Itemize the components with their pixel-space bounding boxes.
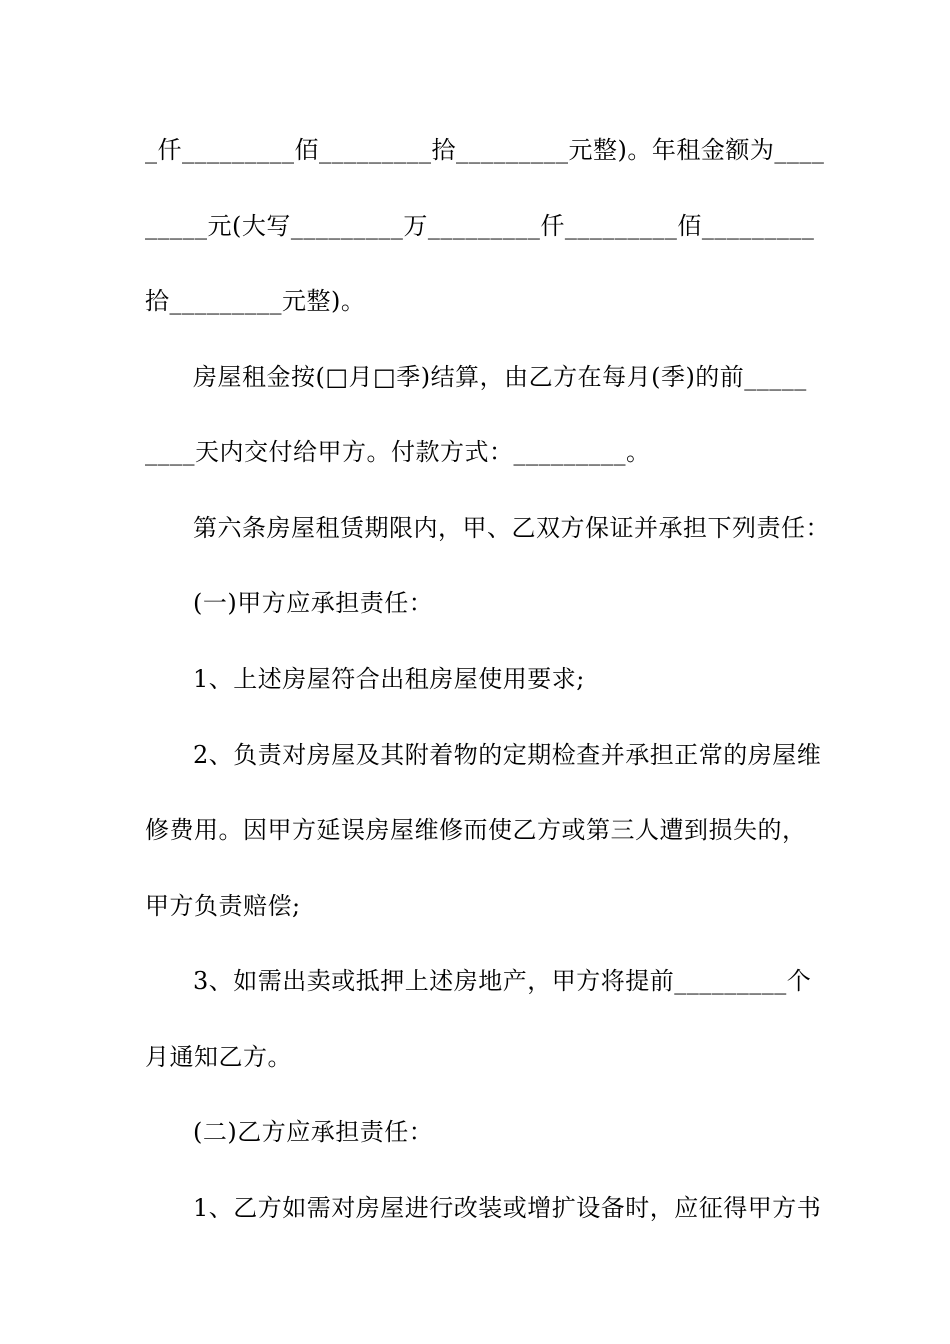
text-line-14: (二)乙方应承担责任： [193,1118,434,1146]
text-line-15: 1、乙方如需对房屋进行改装或增扩设备时，应征得甲方书 [193,1194,822,1222]
text-line-2: _____元(大写_________万_________仟_________佰_________ [145,212,815,240]
text-line-13: 月通知乙方。 [145,1043,292,1071]
text-line-12: 3、如需出卖或抵押上述房地产，甲方将提前_________个 [193,967,812,995]
text-line-1: _仟_________佰_________拾_________元整)。年租金额为____ [145,136,825,164]
text-line-8: 1、上述房屋符合出租房屋使用要求; [193,665,585,693]
text-line-11: 甲方负责赔偿; [145,892,301,920]
text-line-7: (一)甲方应承担责任： [193,589,434,617]
text-line-10: 修费用。因甲方延误房屋维修而使乙方或第三人遭到损失的， [145,816,807,844]
text-line-9: 2、负责对房屋及其附着物的定期检查并承担正常的房屋维 [193,741,822,769]
text-line-5: ____天内交付给甲方。付款方式：_________。 [145,438,651,466]
text-line-6: 第六条房屋租赁期限内，甲、乙双方保证并承担下列责任： [193,514,830,542]
text-line-4: 房屋租金按(□月□季)结算，由乙方在每月(季)的前_____ [193,363,807,391]
text-line-3: 拾_________元整)。 [145,287,366,315]
